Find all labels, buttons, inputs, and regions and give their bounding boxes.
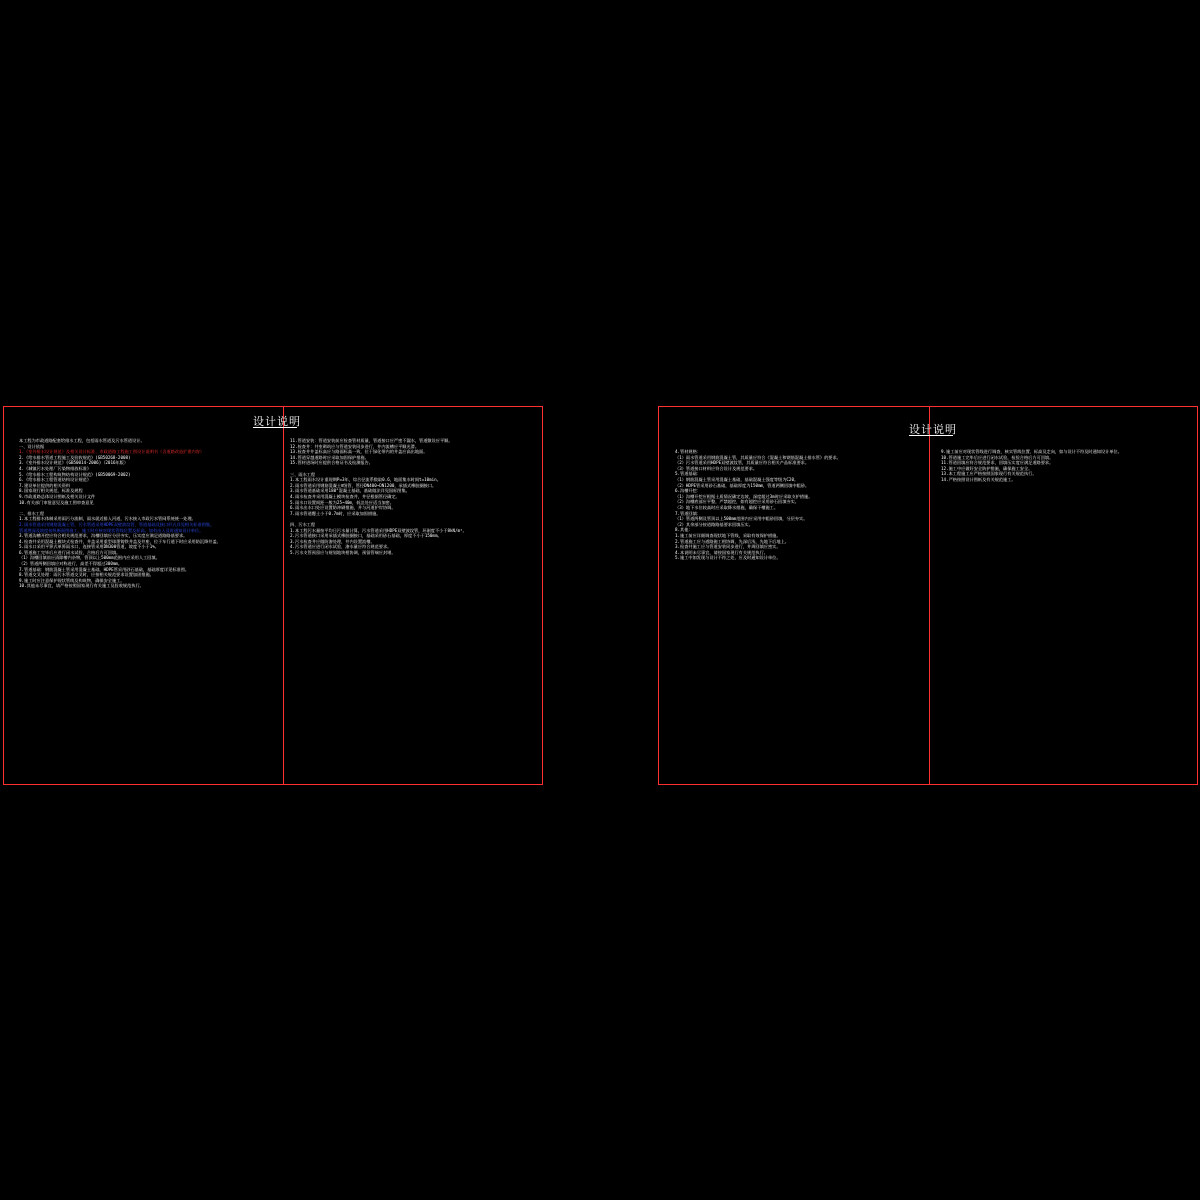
note-line: 1.本工程排水体制采用雨污分流制，雨水就近排入河道，污水接入市政污水管网系统统一处理。 <box>19 516 196 522</box>
left-sheet-column-divider <box>283 407 284 784</box>
left-sheet-title-underline <box>253 427 297 428</box>
note-line: 14.严格按照设计图纸及有关规范施工。 <box>941 476 1016 482</box>
note-line: 5.雨水口采用平箅式单箅雨水口，连接管采用DN300管道，坡度不小于1%。 <box>19 544 159 550</box>
note-line: 3.管道沟槽开挖应符合相关规范要求，沟槽回填应分层夯实，压实度应满足道路路基要求。 <box>19 533 188 539</box>
left-drawing-sheet <box>3 406 543 785</box>
note-line: （1）沟槽开挖应根据土质情况确定边坡，深度超过3m时应采取支护措施。 <box>675 493 813 499</box>
note-line: 1.《室外排水设计规范》及相关设计标准、市政道路工程施工图设计说明书（含道路改造扩建内容） <box>19 449 205 455</box>
note-line: 2.《给水排水管道工程施工及验收规范》(GB50268-2008) <box>19 454 131 460</box>
note-line: （3）管道接口材料应符合设计及规范要求。 <box>675 465 758 471</box>
note-line: 1.本工程雨水设计重现期P=3年，综合径流系数取0.6，地面集水时间t=10min。 <box>290 477 441 483</box>
note-line: 4.污水管道应进行闭水试验，渗水量应符合规范要求。 <box>290 544 392 550</box>
note-line: 5.施工中如发现与设计不符之处，应及时通知设计单位。 <box>675 555 781 561</box>
note-line: 二、排水工程 <box>19 510 45 516</box>
left-sheet-column-1 <box>19 438 277 778</box>
note-line: 5.污水支管预留应与规划地块相协调，预留管端应封堵。 <box>290 549 396 555</box>
note-line: 12.施工中应做好安全防护措施，确保施工安全。 <box>941 465 1033 471</box>
note-line: 8.管道交叉处理：雨污水管道交叉时，应按相关规范要求设置加固措施。 <box>19 572 154 578</box>
left-sheet-column-2 <box>290 438 536 778</box>
note-line: 本工程为市政道路配套给排水工程，包括雨水管道及污水管道设计。 <box>19 438 145 443</box>
note-line: （1）沟槽回填前应清除槽内杂物，管顶以上500mm范围内应采用人工回填。 <box>19 555 160 561</box>
note-line: 7.建设单位提供的相关资料 <box>19 482 71 488</box>
note-line: 管道埋深及坡度按纵断面图施工，施工时应核对现状管线位置及标高，如有出入及时通知设计单位。 <box>19 527 204 533</box>
note-line: 8.其他： <box>675 527 693 533</box>
note-line: 4.本说明未尽事宜，请按国家现行有关规范执行。 <box>675 549 768 555</box>
note-line: 2.雨水管道采用钢筋混凝土管，污水管道采用HDPE双壁波纹管，管道基础及接口形式详见相关标准图集。 <box>19 521 215 527</box>
note-line: 7.管道回填： <box>675 510 701 516</box>
note-line: 4.检查井采用混凝土模块式检查井，井盖采用重型球墨铸铁井盖及井座，位于车行道下时应采用防沉降井盖。 <box>19 538 221 544</box>
note-line: （2）沟槽底部应平整，严禁超挖，如有超挖应采用砂石回填夯实。 <box>675 499 799 505</box>
note-line: 4.《城镇污水处理厂污染物排放标准》 <box>19 465 92 471</box>
note-line: 6.管道施工完毕后应进行闭水试验，合格后方可回填。 <box>19 549 121 555</box>
note-line: 4.雨水检查井采用混凝土模块检查井，井径根据管径确定。 <box>290 493 400 499</box>
note-line: 1.施工前应详细调查现状地下管线，采取有效保护措施。 <box>675 532 781 538</box>
note-line: （2）其余部分按道路路基要求回填压实。 <box>675 521 753 527</box>
note-line: （1）雨水管道采用钢筋混凝土管，其质量应符合《混凝土和钢筋混凝土排水管》的要求。 <box>675 454 841 460</box>
note-line: 10.其他未尽事宜，请严格按照国家现行有关施工及验收规范执行。 <box>19 583 144 589</box>
note-line: 11.管道回填应符合规范要求，回填压实度应满足道路要求。 <box>941 460 1054 466</box>
note-line: 3.污水检查井应做防渗处理，井内设置流槽。 <box>290 538 375 544</box>
note-line: （1）钢筋混凝土管采用混凝土基础，基础混凝土强度等级为C20。 <box>675 476 799 482</box>
note-line: 14.管道穿越道路时应采取加固保护措施。 <box>290 454 369 460</box>
note-line: 2.雨水管道采用钢筋混凝土Ⅱ级管，管径DN400~DN1200，承插式橡胶圈接口。 <box>290 482 437 488</box>
right-sheet-column-2 <box>941 449 1191 779</box>
note-line: 6.《给水排水工程管道结构设计规范》 <box>19 477 92 483</box>
note-line: 5.雨水口设置间距一般为25~40m，低洼处应适当加密。 <box>290 499 394 505</box>
right-drawing-sheet <box>658 406 1198 785</box>
note-line: 9.施工前应对现状管线进行调查，核实管线位置、标高及走向，如与设计不符及时通知设计单位。 <box>941 449 1122 454</box>
note-line: 2.管道施工应与道路施工相协调，先深后浅，先地下后地上。 <box>675 538 789 544</box>
note-line: （2）污水管道采用HDPE双壁波纹管，其质量应符合相关产品标准要求。 <box>675 460 810 466</box>
note-line: （3）地下水位较高时应采取降水措施，确保干槽施工。 <box>675 504 779 510</box>
note-line: 2.污水管道接口采用承插式橡胶圈接口，基础采用砂石基础，厚度不小于150mm。 <box>290 533 442 539</box>
note-line: 7.管道基础：钢筋混凝土管采用混凝土基础，HDPE管采用砂石基础，基础厚度详见标准图。 <box>19 566 190 572</box>
right-sheet-column-divider <box>929 407 930 784</box>
note-line: 5.《给水排水工程构筑物结构设计规范》(GB50069-2002) <box>19 471 131 477</box>
note-line: 四、污水工程 <box>290 521 316 527</box>
note-line: 9.施工时应注意保护现状管线及构筑物，确保安全施工。 <box>19 577 125 583</box>
note-line: 10.管道施工完毕后应进行闭水试验，检验合格后方可回填。 <box>941 454 1054 460</box>
note-line: 11.管道安装：管道安装前应检查管材质量，管道接口应严密不漏水，管道敷设应平顺。 <box>290 438 453 443</box>
note-line: 12.检查井：井室砌筑应与管道安装同步进行，井内流槽应平顺光滑。 <box>290 443 420 449</box>
note-line: 3.雨水管道基础采用180°混凝土基础，基础做法详见国标图集。 <box>290 488 410 494</box>
note-line: 13.本工程施工应严格按照国家现行有关规范执行。 <box>941 471 1037 477</box>
note-line: 3.检查井施工应与管道安装同步进行，井周回填应密实。 <box>675 544 781 550</box>
note-line: （2）HDPE管采用砂石基础，基础厚度为150mm，管道两侧回填中粗砂。 <box>675 482 810 488</box>
right-sheet-title-underline <box>909 435 953 436</box>
note-line: 一、设计依据 <box>19 443 45 449</box>
note-line: 4.管材规格： <box>675 449 701 454</box>
right-sheet-column-1 <box>675 449 923 779</box>
note-line: 9.市政道路总体设计图纸及相关设计文件 <box>19 493 96 499</box>
right-sheet-title: 设计说明 <box>909 423 957 436</box>
note-line: 8.国家现行相关规范、标准及规程 <box>19 488 83 494</box>
note-line: 13.检查井井盖标高应与路面标高一致，位于绿化带内的井盖应高出地面。 <box>290 449 428 455</box>
note-line: （1）管道两侧及管顶以上500mm范围内应采用中粗砂回填，分层夯实。 <box>675 516 808 522</box>
note-line: 10.有关部门审批意见及施工图审查意见 <box>19 499 94 505</box>
note-line: 7.雨水管道覆土小于0.7m时，应采取加固措施。 <box>290 510 381 516</box>
note-line: 15.管材进场时应提供合格证书及检测报告。 <box>290 460 373 466</box>
note-line: 三、雨水工程 <box>290 471 316 477</box>
left-sheet-title: 设计说明 <box>253 415 301 428</box>
note-line: （2）管道两侧回填应对称进行，高差不得超过300mm。 <box>19 561 123 567</box>
note-line: 6.沟槽开挖： <box>675 488 701 494</box>
note-line: 6.雨水出水口处应设置防冲刷措施，并与河道护岸协调。 <box>290 505 396 511</box>
note-line: 1.本工程污水量按平均日污水量计算，污水管道采用HDPE双壁波纹管，环刚度不小于8kN/m²。 <box>290 527 467 533</box>
note-line: 5.管道基础： <box>675 471 701 477</box>
note-line: 3.《室外排水设计规范》(GB50014-2006)（2016年版） <box>19 460 129 466</box>
